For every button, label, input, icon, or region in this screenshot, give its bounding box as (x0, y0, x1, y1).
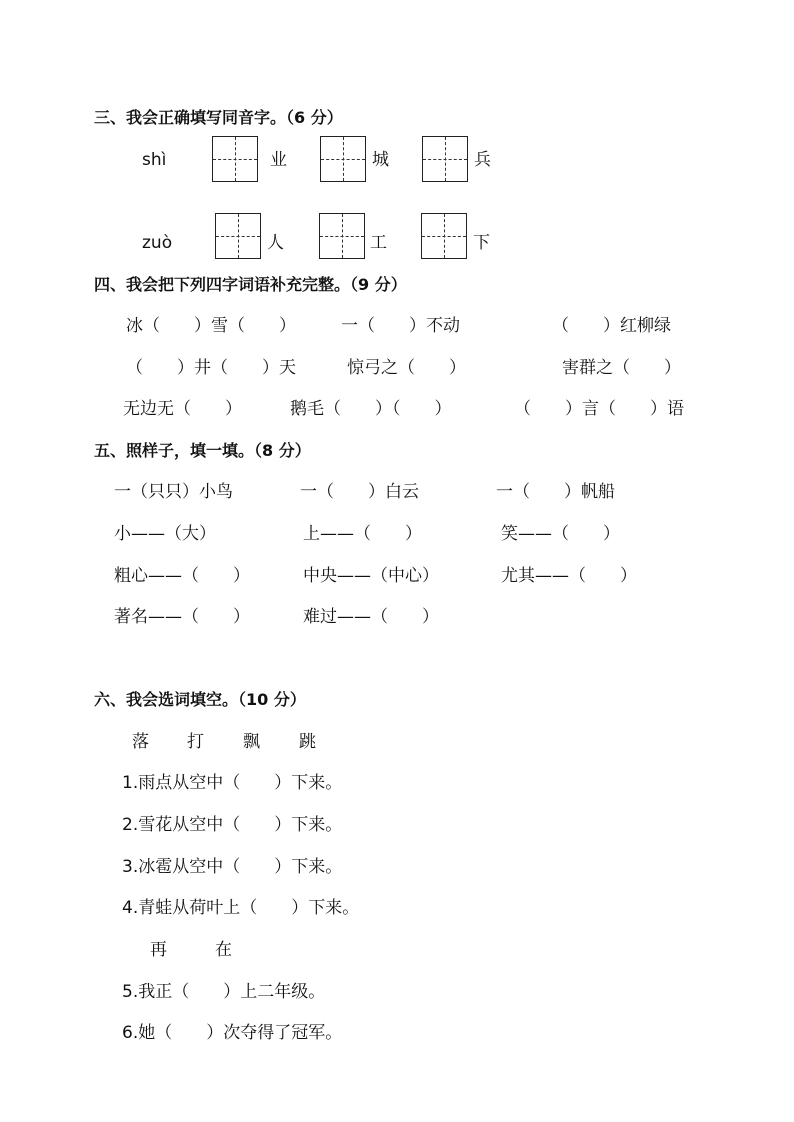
pattern-item: 一（只只）小鸟 (114, 482, 233, 502)
sentence-item: 6.她（ ）次夺得了冠军。 (122, 1023, 343, 1043)
idiom-item: （ ）红柳绿 (552, 316, 671, 336)
sentence-item: 2.雪花从空中（ ）下来。 (122, 815, 343, 835)
word-option: 在 (215, 940, 232, 960)
pattern-item: 小——（大） (114, 524, 216, 544)
grid-char: 业 (270, 150, 287, 170)
idiom-item: 鹅毛（ ）（ ） (290, 399, 452, 419)
grid-char: 城 (372, 150, 389, 170)
pattern-item: 尤其——（ ） (501, 566, 637, 586)
section-5-title: 五、照样子，填一填。（8 分） (94, 441, 311, 460)
writing-grid-box[interactable] (421, 213, 467, 259)
idiom-item: 冰（ ）雪（ ） (126, 316, 296, 336)
grid-char: 兵 (474, 150, 491, 170)
grid-char: 下 (473, 233, 490, 253)
writing-grid-box[interactable] (215, 213, 261, 259)
pattern-item: 上——（ ） (303, 524, 422, 544)
pinyin-zuo: zuò (142, 233, 173, 253)
sentence-item: 1.雨点从空中（ ）下来。 (122, 773, 343, 793)
idiom-item: （ ）井（ ）天 (126, 358, 296, 378)
pattern-item: 一（ ）帆船 (496, 482, 615, 502)
section-3-title: 三、我会正确填写同音字。（6 分） (94, 108, 343, 127)
grid-char: 人 (267, 233, 284, 253)
word-option: 落 (132, 732, 149, 752)
idiom-item: 一（ ）不动 (341, 316, 460, 336)
pattern-item: 一（ ）白云 (300, 482, 419, 502)
idiom-item: 惊弓之（ ） (347, 358, 466, 378)
pattern-item: 中央——（中心） (303, 566, 439, 586)
pattern-item: 著名——（ ） (114, 607, 250, 627)
writing-grid-box[interactable] (320, 136, 366, 182)
pattern-item: 难过——（ ） (303, 607, 439, 627)
word-option: 打 (187, 732, 204, 752)
sentence-item: 3.冰雹从空中（ ）下来。 (122, 857, 343, 877)
writing-grid-box[interactable] (319, 213, 365, 259)
word-option: 再 (150, 940, 167, 960)
writing-grid-box[interactable] (422, 136, 468, 182)
word-option: 跳 (299, 732, 316, 752)
sentence-item: 5.我正（ ）上二年级。 (122, 982, 326, 1002)
section-6-title: 六、我会选词填空。（10 分） (94, 690, 306, 709)
pattern-item: 笑——（ ） (501, 524, 620, 544)
pattern-item: 粗心——（ ） (114, 566, 250, 586)
pinyin-shi: shì (142, 150, 167, 170)
word-option: 飘 (243, 732, 260, 752)
idiom-item: 害群之（ ） (562, 358, 681, 378)
grid-char: 工 (370, 233, 387, 253)
sentence-item: 4.青蛙从荷叶上（ ）下来。 (122, 898, 360, 918)
idiom-item: 无边无（ ） (123, 399, 242, 419)
writing-grid-box[interactable] (212, 136, 258, 182)
section-4-title: 四、我会把下列四字词语补充完整。（9 分） (94, 275, 407, 294)
idiom-item: （ ）言（ ）语 (514, 399, 684, 419)
